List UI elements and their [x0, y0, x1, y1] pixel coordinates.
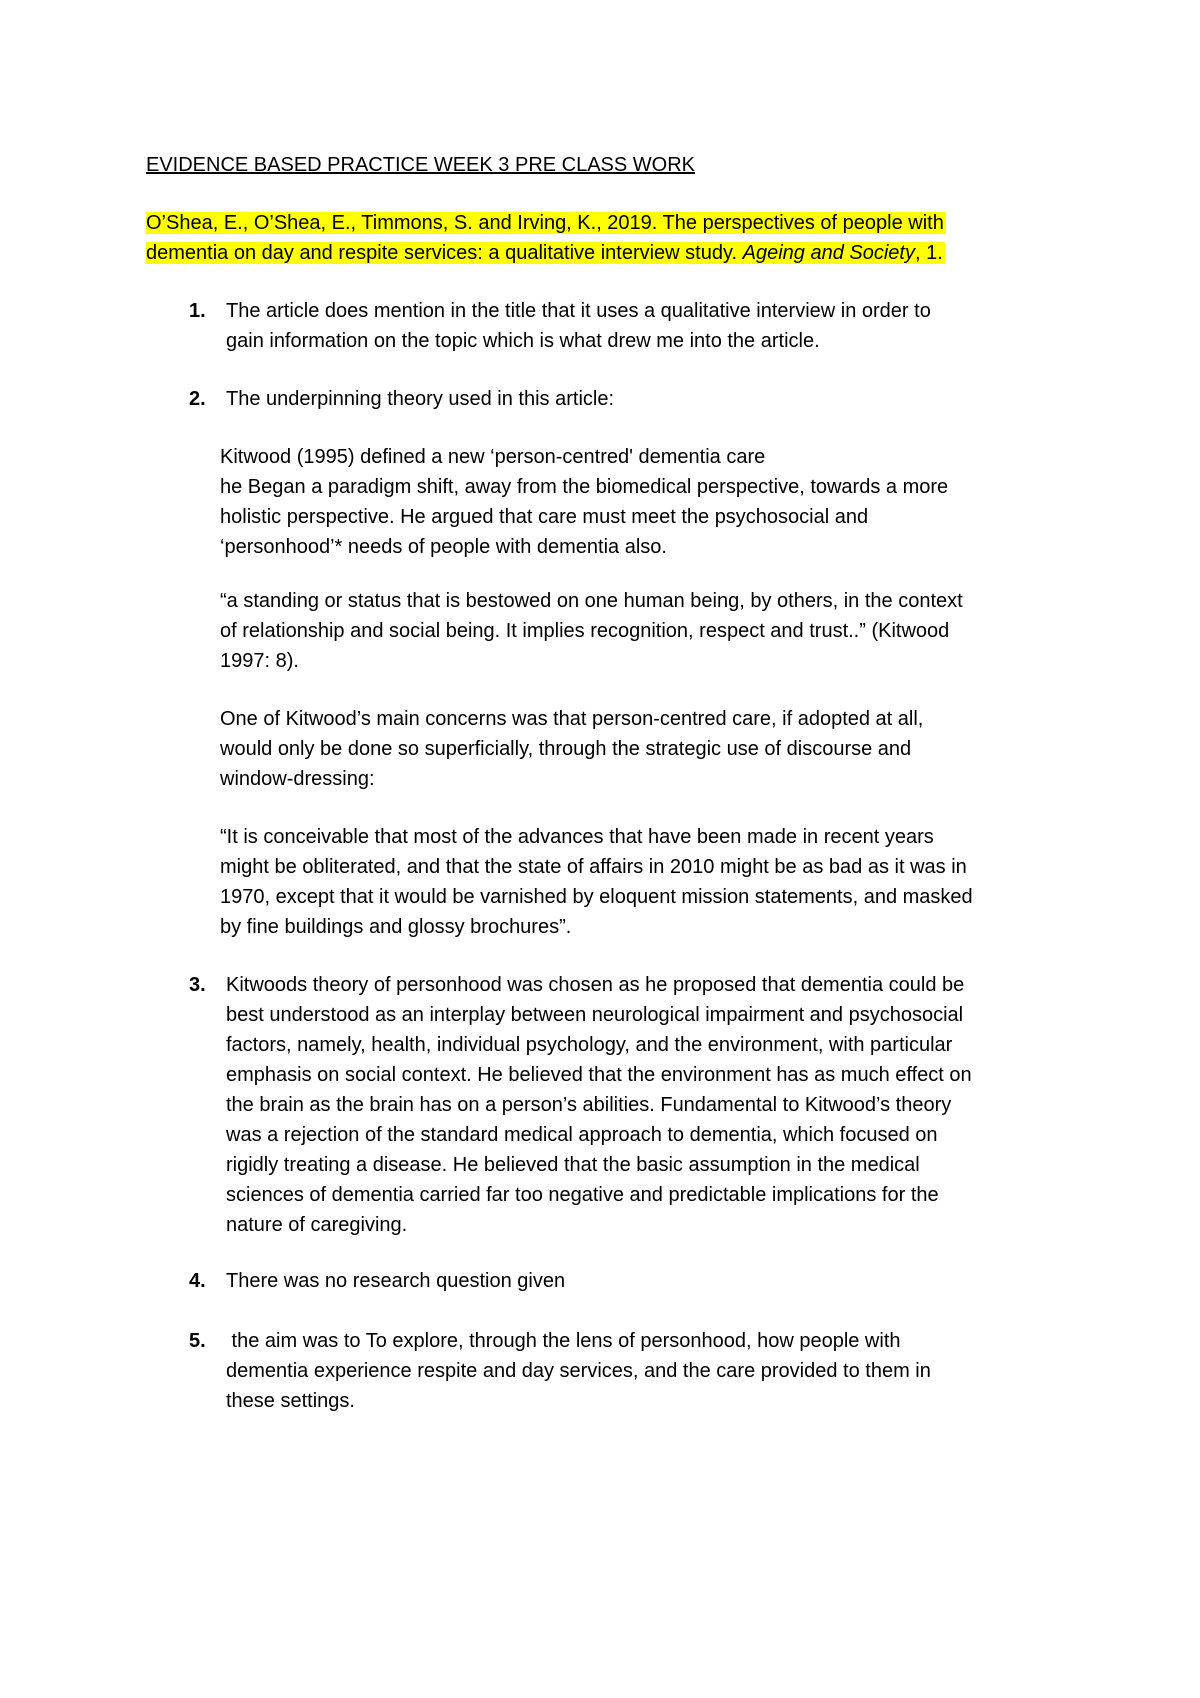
list-item-line: The underpinning theory used in this article:: [226, 388, 615, 410]
theory-quote-1: “a standing or status that is bestowed on one human being, by others, in the context of relationship and social being. It implies recognition, respect and trust..” (Kitwood 1997: 8).: [220, 590, 963, 672]
list-item-number: 5.: [189, 1330, 206, 1352]
list-item-number: 1.: [189, 300, 206, 322]
list-item-number: 3.: [189, 974, 206, 996]
citation-journal: Ageing and Society: [742, 242, 915, 264]
document-page: EVIDENCE BASED PRACTICE WEEK 3 PRE CLASS WORK O’Shea, E., O’Shea, E., Timmons, S. and Irving, K., 2019. The perspectives of people with dementia on day and respite services: a qualitative interview study. Ageing and Society, 1. 1. The article does mention in the title that it uses a qualitative interview in order to gain information on the topic which is what drew me into the article. 2. The underpinning theory used in this article: Kitwood (1995) defined a new ‘person-centred' dementia care he Began a paradigm shift, away from the biomedical perspective, towards a more holistic perspective. He argued that care must meet the psychosocial and ‘personhood’* needs of people with dementia also. “a standing or status that is bestowed on one human being, by others, in the context of relationship and social being. It implies recognition, respect and trust..” (Kitwood 1997: 8). One of Kitwood’s main concerns was that person-centred care, if adopted at all, would only be done so superficially, through the strategic use of discourse and window-dressing: “It is conceivable that most of the advances that have been made in recent years might be obliterated, and that the state of affairs in 2010 might be as bad as it was in 1970, except that it would be varnished by eloquent mission statements, and masked by fine buildings and glossy brochures”. 3. Kitwoods theory of personhood was chosen as he proposed that dementia could be best understood as an interplay between neurological impairment and psychosocial factors, namely, health, individual psychology, and the environment, with particular emphasis on social context. He believed that the environment has as much effect on the brain as the brain has on a person’s abilities. Fundamental to Kitwood’s theory was a rejection of the standard medical approach to dementia, which focused on rigidly treating a disease. He believed that the basic assumption in the medical sciences of dementia carried far too negative and predictable implications for the nature of caregiving. 4. There was no research question given 5. the aim was to To explore, through the lens of personhood, how people with dementia experience respite and day services, and the care provided to them in these settings.: [0, 0, 1200, 1698]
theory-paragraph-2: One of Kitwood’s main concerns was that person-centred care, if adopted at all, would only be done so superficially, through the strategic use of discourse and window-dressing:: [220, 708, 924, 790]
list-item-number: 2.: [189, 388, 206, 410]
theory-quote-2: “It is conceivable that most of the advances that have been made in recent years might be obliterated, and that the state of affairs in 2010 might be as bad as it was in 1970, except that it would be varnished by eloquent mission statements, and masked by fine buildings and glossy brochures”.: [220, 826, 973, 938]
document-title: EVIDENCE BASED PRACTICE WEEK 3 PRE CLASS WORK: [146, 154, 696, 176]
list-item-number: 4.: [189, 1270, 206, 1292]
citation: [146, 208, 1046, 268]
list-item-line: The article does mention in the title that it uses a qualitative interview in order to: [226, 300, 931, 322]
citation-line-2: dementia on day and respite services: a qualitative interview study. Ageing and Society, 1.: [146, 242, 943, 264]
citation-line-1: O’Shea, E., O’Shea, E., Timmons, S. and Irving, K., 2019. The perspectives of people with: [146, 212, 944, 234]
list-item-line: gain information on the topic which is what drew me into the article.: [226, 330, 820, 352]
theory-paragraph-1: Kitwood (1995) defined a new ‘person-centred' dementia care he Began a paradigm shift, away from the biomedical perspective, towards a more holistic perspective. He argued that care must meet the psychosocial and ‘personhood’* needs of people with dementia also.: [220, 446, 949, 558]
